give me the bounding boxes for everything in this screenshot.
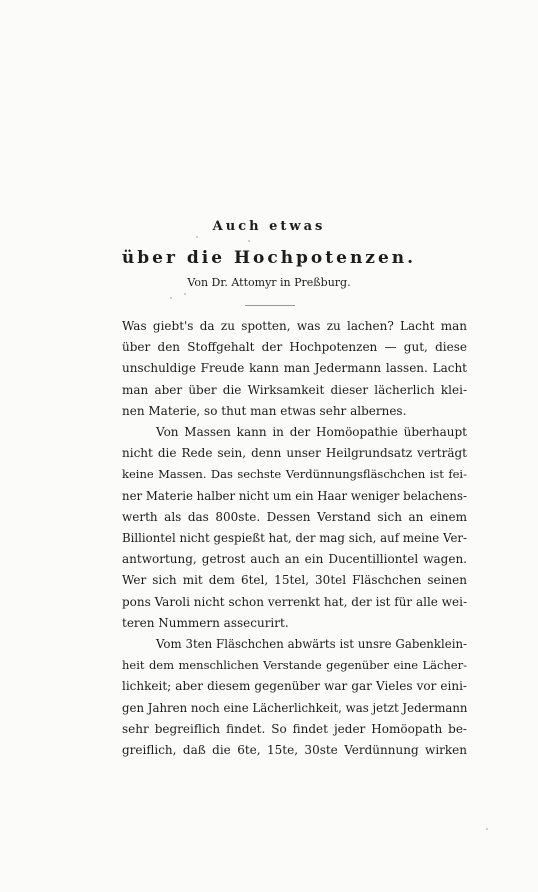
article-body: [122, 316, 467, 761]
text-line: Von Massen kann in der Homöopathie überhaupt: [156, 425, 467, 440]
text-line: man aber über die Wirksamkeit dieser lächerlich klei-: [122, 382, 467, 397]
text-line: gen Jahren noch eine Lächerlichkeit, was jetzt Jedermann: [122, 700, 468, 715]
paragraph-3: [122, 634, 467, 761]
text-line: werth als das 800ste. Dessen Verstand sich an einem: [122, 509, 467, 524]
text-line: nicht die Rede sein, denn unser Heilgrundsatz verträgt: [122, 446, 467, 461]
text-line: sehr begreiflich findet. So findet jeder Homöopath be-: [122, 721, 467, 736]
text-line: lichkeit; aber diesem gegenüber war gar Vieles vor eini-: [122, 679, 467, 694]
separator-rule: [245, 305, 295, 306]
text-line: Wer sich mit dem 6tel, 15tel, 30tel Fläschchen seinen: [122, 573, 467, 588]
text-line: greiflich, daß die 6te, 15te, 30ste Verdünnung wirken: [122, 743, 467, 758]
text-line: teren Nummern assecurirt.: [122, 615, 289, 630]
heading-line-1: Auch etwas: [212, 219, 326, 234]
paper-speck: [248, 240, 250, 242]
text-line: unschuldige Freude kann man Jedermann lassen. Lacht: [122, 361, 467, 376]
paper-speck: [184, 293, 186, 295]
text-line: Was giebt's da zu spotten, was zu lachen? Lacht man: [122, 319, 467, 333]
text-line: ner Materie halber nicht um ein Haar weniger belachens-: [122, 488, 467, 503]
text-line: keine Massen. Das sechste Verdünnungsfläschchen ist fei-: [122, 467, 467, 482]
text-line: heit dem menschlichen Verstande gegenüber eine Lächer-: [122, 658, 467, 673]
author-byline: Von Dr. Attomyr in Preßburg.: [187, 276, 351, 289]
paragraph-1: [122, 316, 467, 422]
text-line: nen Materie, so thut man etwas sehr albernes.: [122, 403, 407, 418]
text-line: über den Stoffgehalt der Hochpotenzen — gut, diese: [122, 340, 467, 355]
paper-speck: [486, 828, 488, 830]
text-line: Billiontel nicht gespießt hat, der mag sich, auf meine Ver-: [122, 531, 467, 546]
paper-speck: [196, 236, 198, 238]
heading-line-2: über die Hochpotenzen.: [121, 248, 417, 268]
paper-speck: [170, 297, 172, 299]
text-line: pons Varoli nicht schon verrenkt hat, der ist für alle wei-: [122, 594, 467, 609]
text-line: Vom 3ten Fläschchen abwärts ist unsre Gabenklein-: [156, 637, 467, 652]
paragraph-2: [122, 422, 467, 634]
text-line: antwortung, getrost auch an ein Ducentilliontel wagen.: [122, 552, 467, 567]
